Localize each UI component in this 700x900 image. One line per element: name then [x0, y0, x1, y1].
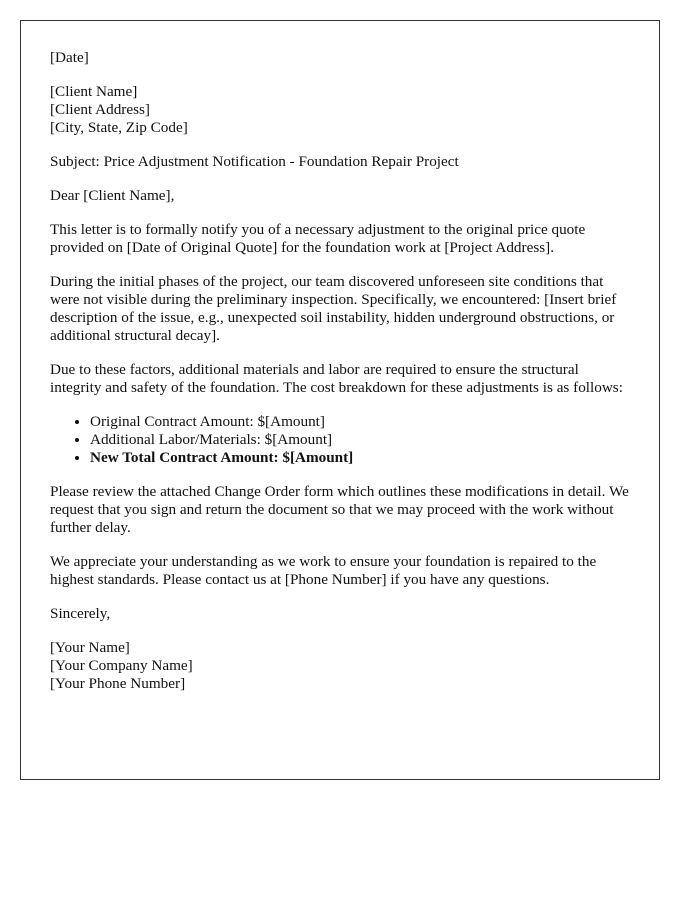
cost-item-original: • Original Contract Amount: $[Amount]	[90, 413, 630, 431]
cost-item-new-total: • New Total Contract Amount: $[Amount]	[90, 449, 630, 467]
appreciation-paragraph: We appreciate your understanding as we work to ensure your foundation is repaired to the highest standards. Please contact us at [Phone Number] if you have any questions.	[50, 553, 597, 588]
sender-block	[50, 639, 630, 693]
cost-intro-paragraph: Due to these factors, additional materials and labor are required to ensure the structural integrity and safety of the foundation. The cost breakdown for these adjustments is as follows:	[50, 361, 623, 396]
sender-name: [Your Name]	[50, 639, 130, 656]
letter-date	[50, 49, 630, 67]
recipient-block	[50, 83, 630, 137]
cost-breakdown-list	[50, 413, 630, 467]
letter-page	[20, 20, 660, 780]
sender-company: [Your Company Name]	[50, 657, 193, 674]
date-text: [Date]	[50, 49, 89, 66]
conditions-paragraph: During the initial phases of the project, our team discovered unforeseen site conditions that were not visible during the preliminary inspection. Specifically, we encountered: [Insert brief description of the issue, e.g., unexpected soil instability, hidden underground obstructions, or additional structural decay].	[50, 273, 617, 344]
recipient-city-state-zip: [City, State, Zip Code]	[50, 119, 188, 136]
change-order-paragraph: Please review the attached Change Order form which outlines these modifications in detail. We request that you sign and return the document so that we may proceed with the work without further delay.	[50, 483, 629, 536]
recipient-name: [Client Name]	[50, 83, 138, 100]
salutation: Dear [Client Name],	[50, 187, 175, 204]
intro-paragraph: This letter is to formally notify you of a necessary adjustment to the original price quote provided on [Date of Original Quote] for the foundation work at [Project Address].	[50, 221, 586, 256]
sender-phone: [Your Phone Number]	[50, 675, 186, 692]
subject-line: Subject: Price Adjustment Notification - Foundation Repair Project	[50, 153, 459, 170]
sign-off: Sincerely,	[50, 605, 111, 622]
cost-item-additional: • Additional Labor/Materials: $[Amount]	[90, 431, 630, 449]
recipient-address: [Client Address]	[50, 101, 150, 118]
